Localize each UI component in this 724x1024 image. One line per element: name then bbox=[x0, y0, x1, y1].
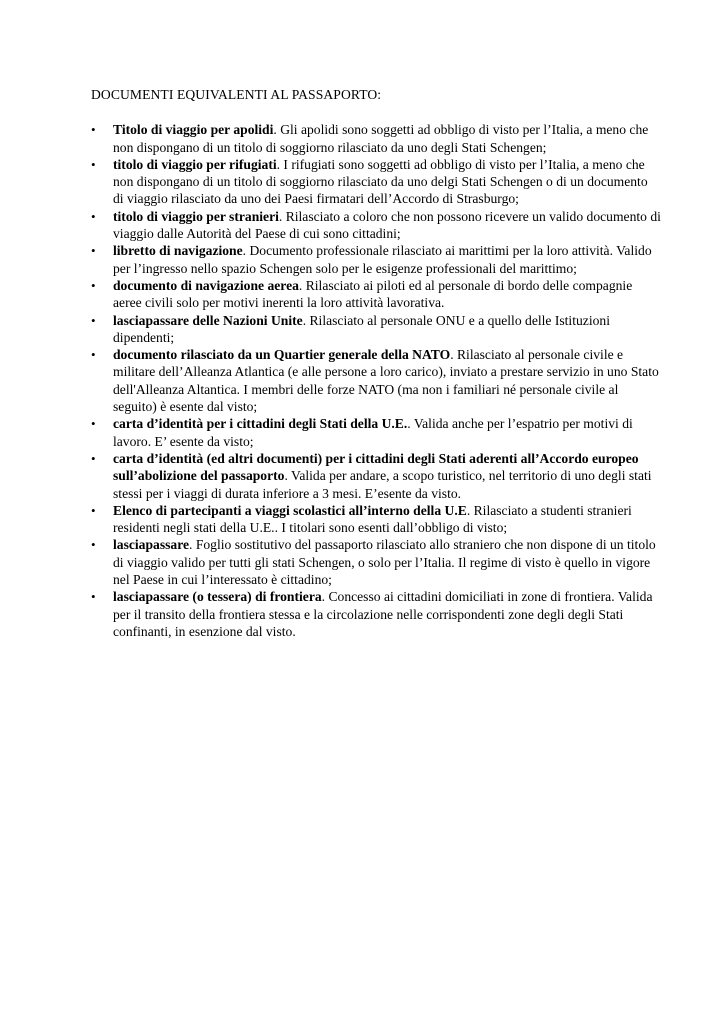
bullet-icon: • bbox=[91, 243, 96, 259]
list-item-text: . Rilasciato a coloro che non possono ricevere un valido documento di viaggio dalle Autorità del Paese di cui sono cittadini; bbox=[113, 208, 661, 242]
list-item-term: documento rilasciato da un Quartier generale della NATO bbox=[113, 347, 451, 363]
bullet-icon: • bbox=[91, 347, 96, 363]
list-item bbox=[91, 450, 661, 502]
bullet-icon: • bbox=[91, 277, 96, 293]
list-item-text: . Rilasciato al personale civile e militare dell’Alleanza Atlantica (e alle persone a loro carico), inviato a prestare servizio in uno Stato dell'Alleanza Altantica. I membri delle forze NATO (ma non i familiari né personale civile al seguito) è esente dal visto; bbox=[113, 347, 659, 415]
list-item-term: Titolo di viaggio per apolidi bbox=[113, 122, 274, 138]
list-item-term: lasciapassare (o tessera) di frontiera bbox=[113, 589, 322, 605]
list-item bbox=[91, 208, 661, 243]
bullet-icon: • bbox=[91, 589, 96, 605]
list-item-text: . Foglio sostitutivo del passaporto rilasciato allo straniero che non dispone di un titolo di viaggio valido per tutti gli stati Schengen, o solo per l’Italia. Il regime di visto è quello in vigore nel Paese in cui l’interessato è cittadino; bbox=[113, 537, 656, 588]
bullet-icon: • bbox=[91, 156, 96, 172]
list-item-term: lasciapassare delle Nazioni Unite bbox=[113, 312, 303, 328]
list-item-text: . Valida anche per l’espatrio per motivi di lavoro. E’ esente da visto; bbox=[113, 416, 633, 449]
list-item bbox=[91, 346, 661, 415]
bullet-icon: • bbox=[91, 450, 96, 466]
list-item bbox=[91, 502, 661, 537]
list-item bbox=[91, 242, 661, 277]
list-item-text: . Concesso ai cittadini domiciliati in zone di frontiera. Valida per il transito della frontiera stessa e la circolazione nelle corrispondenti zone degli degli Stati confinanti, in esenzione dal visto. bbox=[113, 589, 653, 639]
list-item-term: titolo di viaggio per rifugiati bbox=[113, 156, 277, 172]
list-item-text: . Valida per andare, a scopo turistico, nel territorio di uno degli stati stessi per i viaggi di durata inferiore a 3 mesi. E’esente da visto. bbox=[113, 468, 652, 501]
bullet-icon: • bbox=[91, 122, 96, 138]
bullet-icon: • bbox=[91, 502, 96, 518]
bullet-icon: • bbox=[91, 416, 96, 432]
list-item-text: . Rilasciato a studenti stranieri residenti negli stati della U.E.. I titolari sono esenti dall’obbligo di visto; bbox=[113, 502, 632, 536]
list-item bbox=[91, 156, 661, 208]
document-heading: DOCUMENTI EQUIVALENTI AL PASSAPORTO: bbox=[91, 87, 382, 102]
list-item bbox=[91, 536, 661, 588]
bullet-icon: • bbox=[91, 312, 96, 328]
list-item bbox=[91, 121, 661, 156]
bullet-icon: • bbox=[91, 537, 96, 553]
list-item-term: carta d’identità (ed altri documenti) per i cittadini degli Stati aderenti all’Accordo europeo sull’abolizione del passaporto bbox=[113, 450, 639, 484]
list-item-term: carta d’identità per i cittadini degli Stati della U.E. bbox=[113, 416, 408, 432]
document-list bbox=[91, 121, 661, 640]
list-item-text: . I rifugiati sono soggetti ad obbligo di visto per l’Italia, a meno che non dispongano di un titolo di soggiorno rilasciato da uno delgi Stati Schengen o di un documento di viaggio rilasciato da uno dei Paesi firmatari dell’Accordo di Strasburgo; bbox=[113, 156, 648, 207]
list-item-term: documento di navigazione aerea bbox=[113, 277, 299, 293]
list-item-term: libretto di navigazione bbox=[113, 243, 243, 259]
list-item bbox=[91, 588, 661, 640]
document-body bbox=[91, 86, 661, 640]
list-item bbox=[91, 415, 661, 450]
list-item-text: . Gli apolidi sono soggetti ad obbligo di visto per l’Italia, a meno che non dispongano di un titolo di soggiorno rilasciato da uno degli Stati Schengen; bbox=[113, 122, 649, 155]
list-item bbox=[91, 312, 661, 347]
list-item-term: Elenco di partecipanti a viaggi scolastici all’interno della U.E bbox=[113, 502, 467, 518]
list-item bbox=[91, 277, 661, 312]
list-item-text: . Rilasciato ai piloti ed al personale di bordo delle compagnie aeree civili solo per motivi inerenti la loro attività lavorativa. bbox=[113, 277, 633, 311]
list-item-text: . Rilasciato al personale ONU e a quello delle Istituzioni dipendenti; bbox=[113, 312, 610, 345]
list-item-term: titolo di viaggio per stranieri bbox=[113, 208, 279, 224]
bullet-icon: • bbox=[91, 208, 96, 224]
list-item-term: lasciapassare bbox=[113, 537, 190, 553]
list-item-text: . Documento professionale rilasciato ai marittimi per la loro attività. Valido per l’ingresso nello spazio Schengen solo per le esigenze professionali del marittimo; bbox=[113, 243, 652, 276]
